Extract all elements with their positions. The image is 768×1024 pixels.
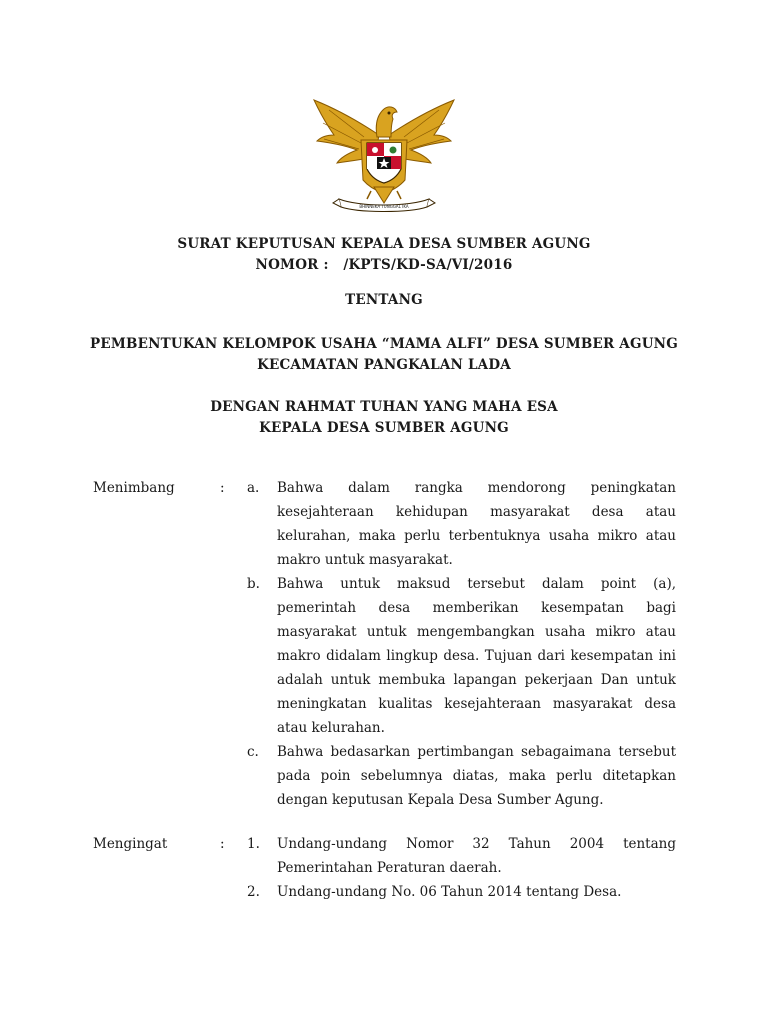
tentang-heading: TENTANG	[345, 292, 423, 308]
menimbang-colon: :	[220, 480, 225, 496]
subject-line-2: KECAMATAN PANGKALAN LADA	[257, 357, 511, 373]
mengingat-item	[0, 832, 768, 880]
item-text: Bahwa dalam rangka mendorong peningkatan kesejahteraan kehidupan masyarakat desa atau kelurahan, maka perlu terbentuknya usaha mikro atau makro untuk masyarakat.	[277, 480, 676, 568]
menimbang-item	[0, 476, 768, 572]
menimbang-label: Menimbang	[93, 480, 175, 496]
item-text: Bahwa bedasarkan pertimbangan sebagaimana tersebut pada poin sebelumnya diatas, maka perlu ditetapkan dengan keputusan Kepala Desa Sumber Agung.	[277, 744, 676, 808]
mengingat-label: Mengingat	[93, 836, 168, 852]
title-line-1: SURAT KEPUTUSAN KEPALA DESA SUMBER AGUNG	[177, 236, 591, 252]
item-marker: 2.	[247, 884, 260, 900]
mengingat-colon: :	[220, 836, 225, 852]
mengingat-item	[0, 880, 768, 904]
mengingat-list	[0, 832, 768, 904]
subject-line-1: PEMBENTUKAN KELOMPOK USAHA “MAMA ALFI” DESA SUMBER AGUNG	[90, 336, 678, 352]
emblem-motto: BHINNEKA TUNGGAL IKA	[359, 204, 409, 209]
rahmat-line-2: KEPALA DESA SUMBER AGUNG	[259, 420, 509, 436]
subject-heading	[0, 334, 768, 376]
menimbang-item	[0, 572, 768, 740]
item-marker: a.	[247, 480, 260, 496]
item-text: Undang-undang No. 06 Tahun 2014 tentang Desa.	[277, 884, 622, 900]
item-text: Bahwa untuk maksud tersebut dalam point (a), pemerintah desa memberikan kesempatan bagi masyarakat untuk mengembangkan usaha mikro atau makro didalam lingkup desa. Tujuan dari kesempatan ini adalah untuk membuka lapangan pekerjaan Dan untuk meningkatan kualitas kesejahteraan masyarakat desa atau kelurahan.	[277, 576, 676, 736]
menimbang-list	[0, 476, 768, 812]
item-marker: b.	[247, 576, 260, 592]
rahmat-line-1: DENGAN RAHMAT TUHAN YANG MAHA ESA	[210, 399, 558, 415]
item-marker: 1.	[247, 836, 260, 852]
document-title	[0, 234, 768, 276]
menimbang-item	[0, 740, 768, 812]
rahmat-heading	[0, 397, 768, 439]
title-line-2: NOMOR : /KPTS/KD-SA/VI/2016	[255, 257, 513, 273]
item-marker: c.	[247, 744, 259, 760]
garuda-emblem-icon	[309, 95, 459, 215]
item-text: Undang-undang Nomor 32 Tahun 2004 tentang Pemerintahan Peraturan daerah.	[277, 836, 676, 876]
